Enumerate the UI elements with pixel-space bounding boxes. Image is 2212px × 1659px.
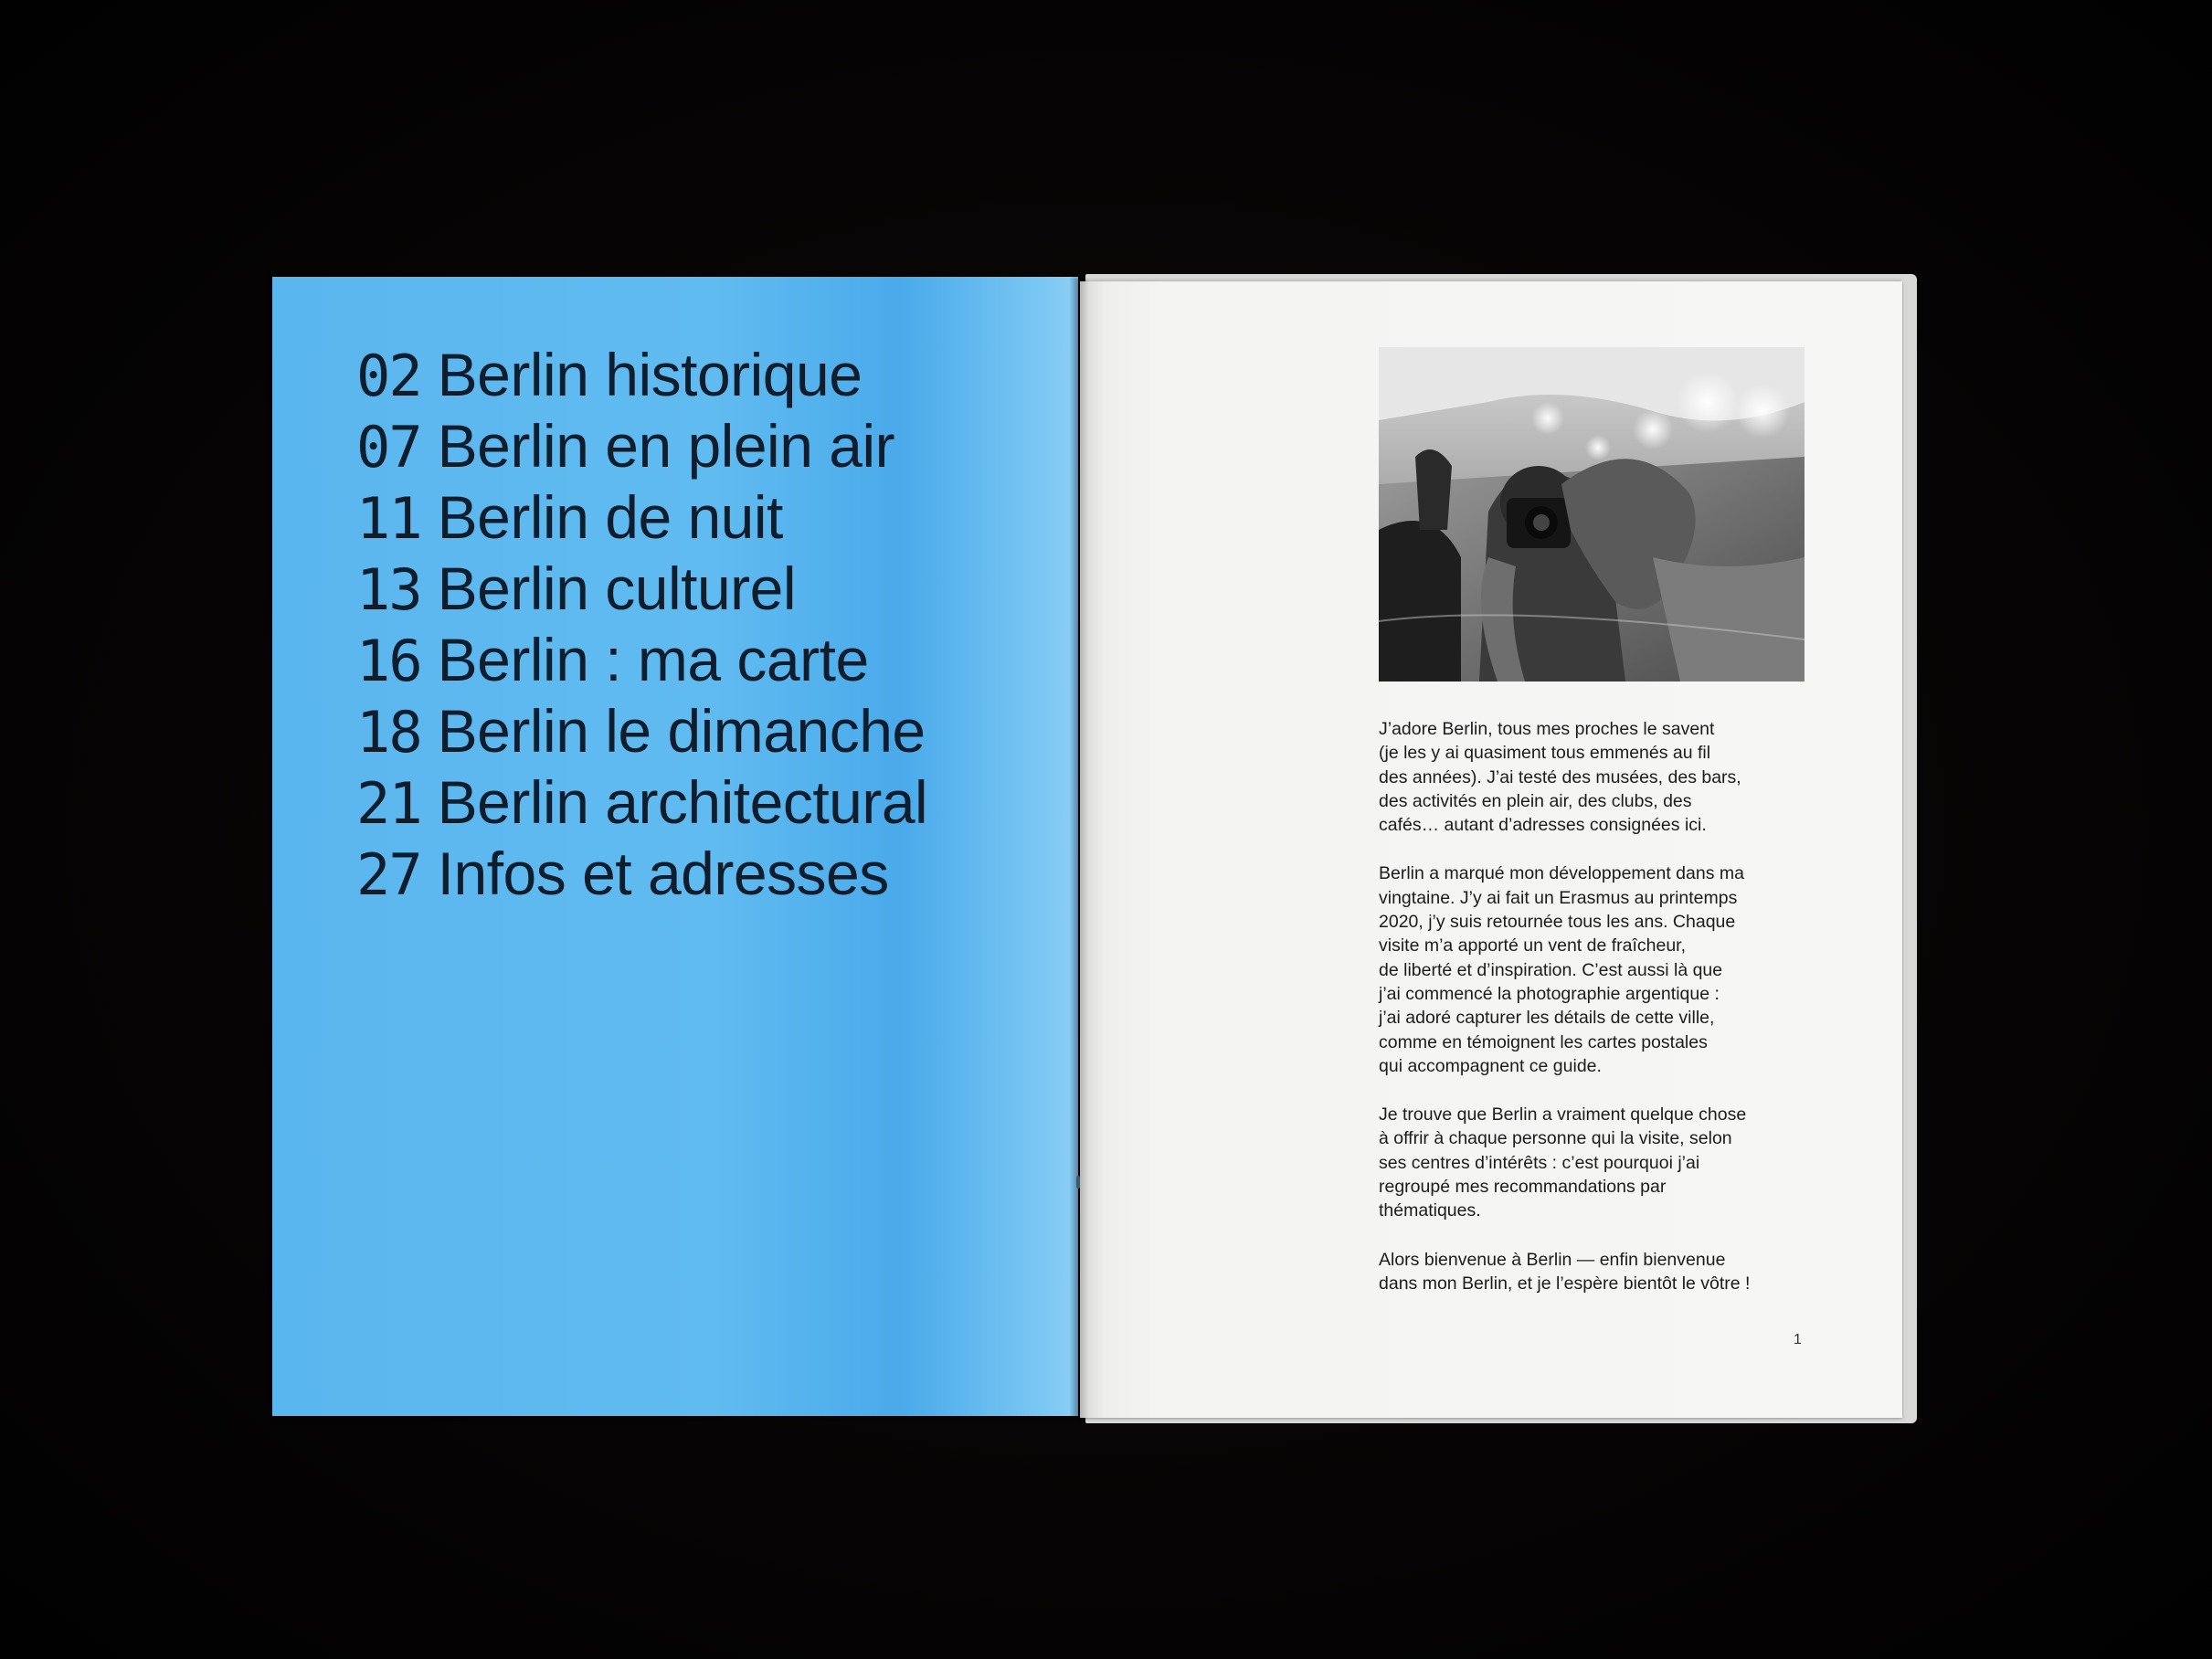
toc-page-number: 13 (356, 556, 421, 623)
book-gutter (1069, 279, 1089, 1419)
toc-entry (356, 481, 1069, 553)
toc-title: Berlin historique (437, 341, 863, 408)
toc-title: Berlin de nuit (437, 483, 783, 551)
toc-page-number: 18 (356, 699, 421, 766)
toc-page-number: 02 (356, 343, 421, 409)
toc-entry (356, 410, 1069, 481)
toc-entry (356, 624, 1069, 695)
toc-entry (356, 766, 1069, 838)
intro-paragraph: Je trouve que Berlin a vraiment quelque chose à offrir à chaque personne qui la visite, selon ses centres d’intérêts : c’est pourquoi j’ai regroupé mes recommandations par thématiques. (1379, 1104, 1747, 1221)
intro-paragraph: J’adore Berlin, tous mes proches le savent (je les y ai quasiment tous emmenés au fil des années). J’ai testé des musées, des bars, des activités en plein air, des clubs, des cafés… autant d’adresses consignées ici. (1379, 719, 1741, 836)
toc-title: Berlin architectural (437, 768, 928, 836)
toc-page-number: 16 (356, 628, 421, 694)
staple (1076, 1176, 1080, 1189)
toc-page-number: 07 (356, 414, 421, 481)
intro-paragraph: Berlin a marqué mon développement dans ma vingtaine. J’y ai fait un Erasmus au printemps 2020, j’y suis retournée tous les ans. Chaque visite m’a apporté un vent de fraîcheur, de liberté et d’inspiration. C’est aussi là que j’ai commencé la photographie argentique : j’ai adoré capturer les détails de cette ville, comme en témoignent les cartes postales qui accompagnent ce guide. (1379, 863, 1744, 1076)
toc-title: Berlin : ma carte (437, 626, 869, 693)
right-page-white (1080, 281, 1902, 1418)
toc-page-number: 11 (356, 485, 421, 552)
intro-text (1379, 717, 1808, 1320)
photo-illustration (1379, 347, 1805, 682)
page-number: 1 (1794, 1332, 1802, 1347)
intro-paragraph: Alors bienvenue à Berlin — enfin bienvenue dans mon Berlin, et je l’espère bientôt le vôtre ! (1379, 1249, 1751, 1294)
black-and-white-photo (1379, 347, 1805, 682)
toc-page-number: 21 (356, 770, 421, 837)
toc-title: Berlin culturel (437, 555, 796, 622)
toc-title: Berlin en plein air (437, 412, 895, 480)
toc-title: Infos et adresses (437, 840, 889, 907)
toc-entry (356, 695, 1069, 766)
toc-title: Berlin le dimanche (437, 697, 926, 765)
table-of-contents (356, 339, 1069, 909)
toc-entry (356, 339, 1069, 410)
toc-entry (356, 553, 1069, 624)
left-page-blue (272, 277, 1078, 1416)
toc-entry (356, 838, 1069, 909)
toc-page-number: 27 (356, 841, 421, 908)
